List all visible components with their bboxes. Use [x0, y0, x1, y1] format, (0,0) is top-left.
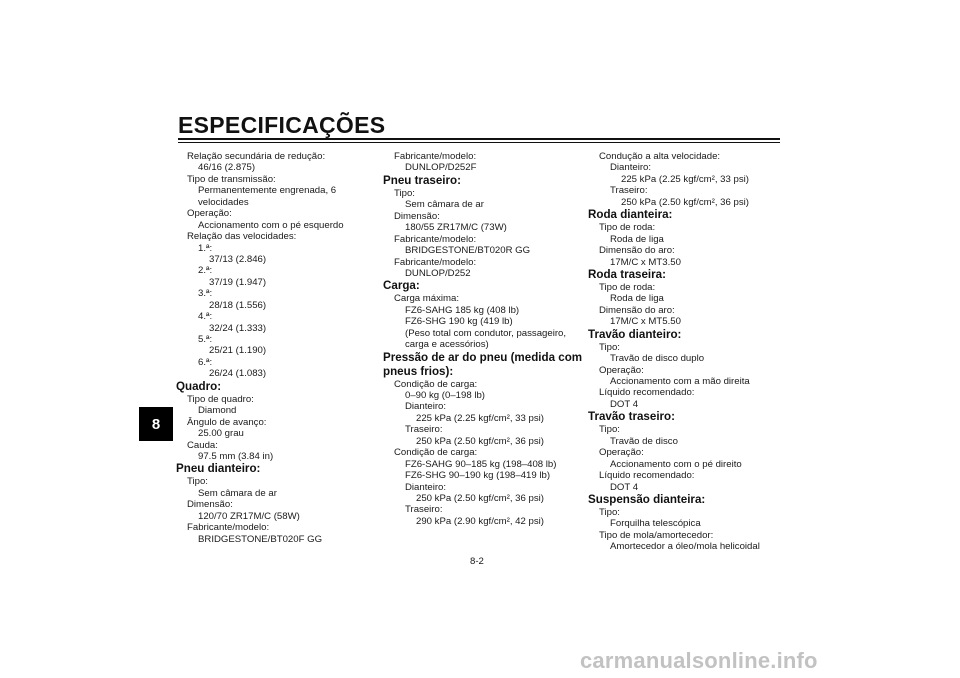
- spec-value: Traseiro:: [610, 185, 648, 197]
- section-heading: Travão dianteiro:: [588, 327, 682, 341]
- spec-column-1: [176, 151, 376, 545]
- spec-value: BRIDGESTONE/BT020F GG: [198, 533, 323, 545]
- spec-value: Travão de disco duplo: [610, 353, 705, 365]
- spec-value: DUNLOP/D252F: [405, 162, 477, 174]
- spec-label: Condição de carga:: [394, 378, 478, 390]
- spec-label: Tipo:: [599, 506, 620, 518]
- page-number: 8-2: [470, 556, 484, 567]
- spec-value: Dianteiro:: [610, 162, 652, 174]
- spec-value: Amortecedor a óleo/mola helicoidal: [610, 541, 760, 553]
- spec-value: FZ6-SAHG 90–185 kg (198–408 lb): [405, 458, 557, 470]
- spec-value: BRIDGESTONE/BT020R GG: [405, 245, 531, 257]
- spec-label: Líquido recomendado:: [599, 387, 695, 399]
- spec-value: 5.ª:: [198, 334, 213, 345]
- section-heading: Roda dianteira:: [588, 208, 673, 222]
- page-title: ESPECIFICAÇÕES: [178, 112, 386, 138]
- spec-value: 32/24 (1.333): [209, 322, 267, 334]
- spec-value: velocidades: [198, 196, 249, 208]
- spec-value: Accionamento com o pé direito: [610, 458, 742, 470]
- spec-label: Tipo:: [599, 424, 620, 436]
- spec-label: Fabricante/modelo:: [394, 151, 477, 162]
- section-heading: Suspensão dianteira:: [588, 492, 706, 506]
- spec-value: carga e acessórios): [405, 339, 489, 351]
- spec-label: Ângulo de avanço:: [187, 416, 267, 428]
- spec-value: Traseiro:: [405, 504, 443, 516]
- spec-label: Tipo:: [187, 476, 208, 488]
- spec-value: FZ6-SAHG 185 kg (408 lb): [405, 304, 520, 316]
- spec-value: Roda de liga: [610, 293, 664, 305]
- section-heading: Quadro:: [176, 379, 222, 393]
- spec-value: 46/16 (2.875): [198, 162, 256, 174]
- spec-value: 1.ª:: [198, 242, 213, 254]
- spec-label: Tipo:: [394, 187, 415, 199]
- spec-value: Travão de disco: [610, 435, 678, 447]
- spec-value: Forquilha telescópica: [610, 518, 701, 530]
- spec-label: Fabricante/modelo:: [187, 522, 270, 534]
- chapter-tab: 8: [139, 407, 173, 441]
- spec-label: Relação secundária de redução:: [187, 151, 326, 162]
- spec-value: DUNLOP/D252: [405, 267, 471, 279]
- spec-value: Accionamento com o pé esquerdo: [198, 219, 344, 231]
- spec-value: 250 kPa (2.50 kgf/cm², 36 psi): [416, 492, 544, 504]
- spec-label: Fabricante/modelo:: [394, 233, 477, 245]
- spec-value: Dianteiro:: [405, 401, 447, 413]
- spec-value: Traseiro:: [405, 424, 443, 436]
- spec-label: Condução a alta velocidade:: [599, 151, 721, 162]
- spec-column-3: [588, 151, 788, 553]
- section-heading: Pressão de ar do pneu (medida com: [383, 350, 583, 364]
- spec-label: Tipo de roda:: [599, 281, 656, 293]
- spec-label: Líquido recomendado:: [599, 470, 695, 482]
- spec-label: Operação:: [599, 447, 644, 459]
- spec-label: Tipo de roda:: [599, 222, 656, 234]
- spec-value: 37/19 (1.947): [209, 276, 267, 288]
- spec-value: 25.00 grau: [198, 428, 244, 440]
- watermark: carmanualsonline.info: [580, 648, 818, 673]
- spec-value: (Peso total com condutor, passageiro,: [405, 327, 567, 339]
- spec-value: 97.5 mm (3.84 in): [198, 450, 274, 462]
- spec-label: Dimensão do aro:: [599, 304, 675, 316]
- spec-value: Diamond: [198, 405, 237, 417]
- spec-value: Roda de liga: [610, 233, 664, 245]
- title-divider: [178, 138, 780, 140]
- spec-label: Dimensão:: [187, 499, 233, 511]
- spec-value: 4.ª:: [198, 311, 213, 323]
- spec-value: 6.ª:: [198, 356, 213, 368]
- spec-label: Tipo de transmissão:: [187, 173, 276, 185]
- section-heading: Pneu traseiro:: [383, 173, 461, 187]
- spec-value: 26/24 (1.083): [209, 368, 267, 380]
- spec-value: Sem câmara de ar: [405, 199, 484, 211]
- spec-label: Tipo de quadro:: [187, 393, 254, 405]
- spec-label: Cauda:: [187, 439, 218, 451]
- spec-value: 2.ª:: [198, 265, 213, 277]
- spec-value: 290 kPa (2.90 kgf/cm², 42 psi): [416, 515, 544, 527]
- spec-label: Operação:: [187, 208, 232, 220]
- spec-value: Accionamento com a mão direita: [610, 376, 750, 387]
- spec-value: 25/21 (1.190): [209, 345, 267, 357]
- spec-label: Carga máxima:: [394, 293, 460, 305]
- spec-value: 225 kPa (2.25 kgf/cm², 33 psi): [621, 173, 749, 185]
- spec-label: Tipo:: [599, 341, 620, 353]
- spec-value: 225 kPa (2.25 kgf/cm², 33 psi): [416, 412, 544, 424]
- spec-value: 120/70 ZR17M/C (58W): [198, 510, 300, 522]
- spec-value: 250 kPa (2.50 kgf/cm², 36 psi): [621, 196, 749, 208]
- section-heading: Carga:: [383, 279, 420, 293]
- spec-label: Condição de carga:: [394, 447, 478, 459]
- section-heading: Pneu dianteiro:: [176, 462, 261, 476]
- spec-label: Fabricante/modelo:: [394, 256, 477, 268]
- spec-value: Sem câmara de ar: [198, 487, 277, 499]
- spec-column-2: [383, 151, 583, 527]
- section-heading: Travão traseiro:: [588, 410, 675, 424]
- spec-value: DOT 4: [610, 398, 639, 410]
- title-divider-thin: [178, 142, 780, 143]
- spec-label: Dimensão do aro:: [599, 245, 675, 257]
- spec-value: Dianteiro:: [405, 481, 447, 493]
- spec-label: Operação:: [599, 364, 644, 376]
- spec-value: Permanentemente engrenada, 6: [198, 185, 337, 197]
- spec-label: Relação das velocidades:: [187, 231, 297, 243]
- spec-value: 3.ª:: [198, 288, 213, 300]
- spec-value: 0–90 kg (0–198 lb): [405, 390, 486, 401]
- section-heading: Roda traseira:: [588, 267, 666, 281]
- section-heading: pneus frios):: [383, 364, 454, 378]
- spec-value: 37/13 (2.846): [209, 253, 267, 265]
- spec-label: Dimensão:: [394, 210, 440, 222]
- spec-value: 180/55 ZR17M/C (73W): [405, 222, 507, 234]
- spec-value: DOT 4: [610, 481, 639, 493]
- spec-label: Tipo de mola/amortecedor:: [599, 529, 714, 541]
- spec-value: 17M/C x MT3.50: [610, 256, 681, 268]
- spec-value: 17M/C x MT5.50: [610, 316, 681, 328]
- spec-value: FZ6-SHG 90–190 kg (198–419 lb): [405, 470, 551, 482]
- spec-value: 250 kPa (2.50 kgf/cm², 36 psi): [416, 435, 544, 447]
- spec-value: FZ6-SHG 190 kg (419 lb): [405, 316, 513, 328]
- spec-value: 28/18 (1.556): [209, 299, 267, 311]
